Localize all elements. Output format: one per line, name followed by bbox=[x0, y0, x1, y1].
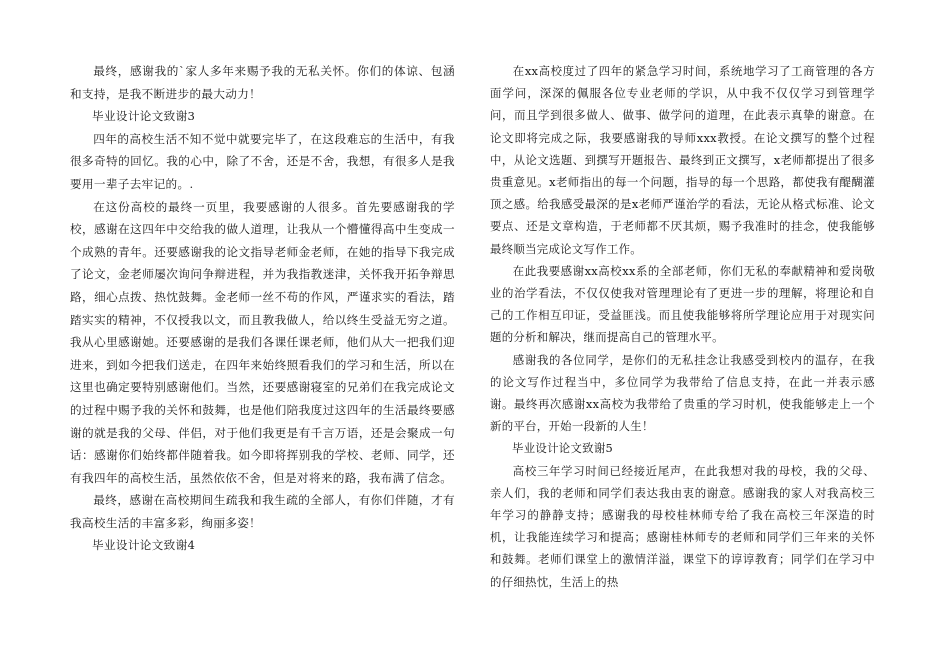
paragraph-family-thanks: 最终，感谢我的`家人多年来赐予我的无私关怀。你们的体谅、包涵和支持，是我不断进步的最大动力！ bbox=[70, 64, 455, 101]
section-heading-5: 毕业设计论文致谢5 bbox=[512, 441, 614, 456]
paragraph-four-years: 四年的高校生活不知不觉中就要完毕了，在这段难忘的生活中，有我很多奇特的回忆。我的心中，除了不舍，还是不舍，我想，有很多人是我要用一辈子去牢记的。. bbox=[70, 131, 455, 191]
paragraph-final-thanks: 最终，感谢在高校期间生疏我和我生疏的全部人，有你们伴随，才有我高校生活的丰富多彩，绚丽多姿！ bbox=[70, 493, 455, 530]
paragraph-faculty-thanks: 在此我要感谢xx高校xx系的全部老师，你们无私的奉献精神和爱岗敬业的治学看法，不仅仅使我对管理理论有了更进一步的理解，将理论和自己的工作相互印证，受益匪浅。而且使我能够将所学理论应用于对现实问题的分析和解决，继而提高自己的管理水平。 bbox=[490, 263, 875, 345]
right-column bbox=[490, 60, 875, 593]
paragraph-three-years: 高校三年学习时间已经接近尾声，在此我想对我的母校，我的父母、亲人们，我的老师和同学们表达我由衷的谢意。感谢我的家人对我高校三年学习的静静支持；感谢我的母校桂林师专给了我在高校三年深造的时机，让我能连续学习和提高；感谢桂林师专的老师和同学们三年来的关怀和鼓舞。老师们课堂上的激情洋溢，课堂下的谆谆教育；同学们在学习中的仔细热忱，生活上的热 bbox=[490, 463, 875, 589]
left-column bbox=[70, 60, 455, 557]
paragraph-advisor-thanks: 在xx高校度过了四年的紧急学习时间，系统地学习了工商管理的各方面学问，深深的佩服各位专业老师的学识，从中我不仅仅学习到管理学问，而且学到很多做人、做事、做学问的道理，在此表示真挚的谢意。在论文即将完成之际，我要感谢我的导师xxx教授。在论文撰写的整个过程中，从论文选题、到撰写开题报告、最终到正文撰写，x老师都提出了很多贵重意见。x老师指出的每一个问题，指导的每一个思路，都使我有醍醐灌顶之感。给我感受最深的是x老师严谨治学的看法，无论从格式标准、论文要点、还是文章构造，于老师都不厌其烦，赐予我准时的挂念，使我能够最终顺当完成论文写作工作。 bbox=[490, 64, 875, 256]
section-heading-4: 毕业设计论文致谢4 bbox=[92, 538, 196, 553]
paragraph-many-thanks: 在这份高校的最终一页里，我要感谢的人很多。首先要感谢我的学校，感谢在这四年中交给我的做人道理，让我从一个懵懂得高中生变成一个成熟的青年。还要感谢我的论文指导老师金老师，在她的指导下我完成了论文，金老师屡次询问争辩进程，并为我指教迷津，关怀我开拓争辩思路，细心点拨、热忱鼓舞。金老师一丝不苟的作风，严谨求实的看法，踏踏实实的精神，不仅授我以文，而且教我做人，给以终生受益无穷之道。我从心里感谢她。还要感谢的是我们各课任课老师，他们从大一把我们迎进来，到如今把我们送走，在四年来始终照看我们的学习和生活，所以在这里也确定要特别感谢他们。当然，还要感谢寝室的兄弟们在我完成论文的过程中赐予我的关怀和鼓舞，也是他们陪我度过这四年的生活最终要感谢的就是我的父母、伴侣，对于他们我更是有千言万语，还是会聚成一句话：感谢你们始终都伴随着我。如今即将挥别我的学校、老师、同学，还有我四年的高校生活，虽然依依不舍，但是对将来的路，我布满了信念。 bbox=[70, 199, 455, 485]
paragraph-classmates-thanks: 感谢我的各位同学，是你们的无私挂念让我感受到校内的温存，在我的论文写作过程当中，多位同学为我带给了信息支持，在此一并表示感谢。最终再次感谢xx高校为我带给了贵重的学习时机，使我能够走上一个新的平台，开始一段新的人生！ bbox=[490, 352, 875, 434]
section-heading-3: 毕业设计论文致谢3 bbox=[92, 109, 196, 124]
